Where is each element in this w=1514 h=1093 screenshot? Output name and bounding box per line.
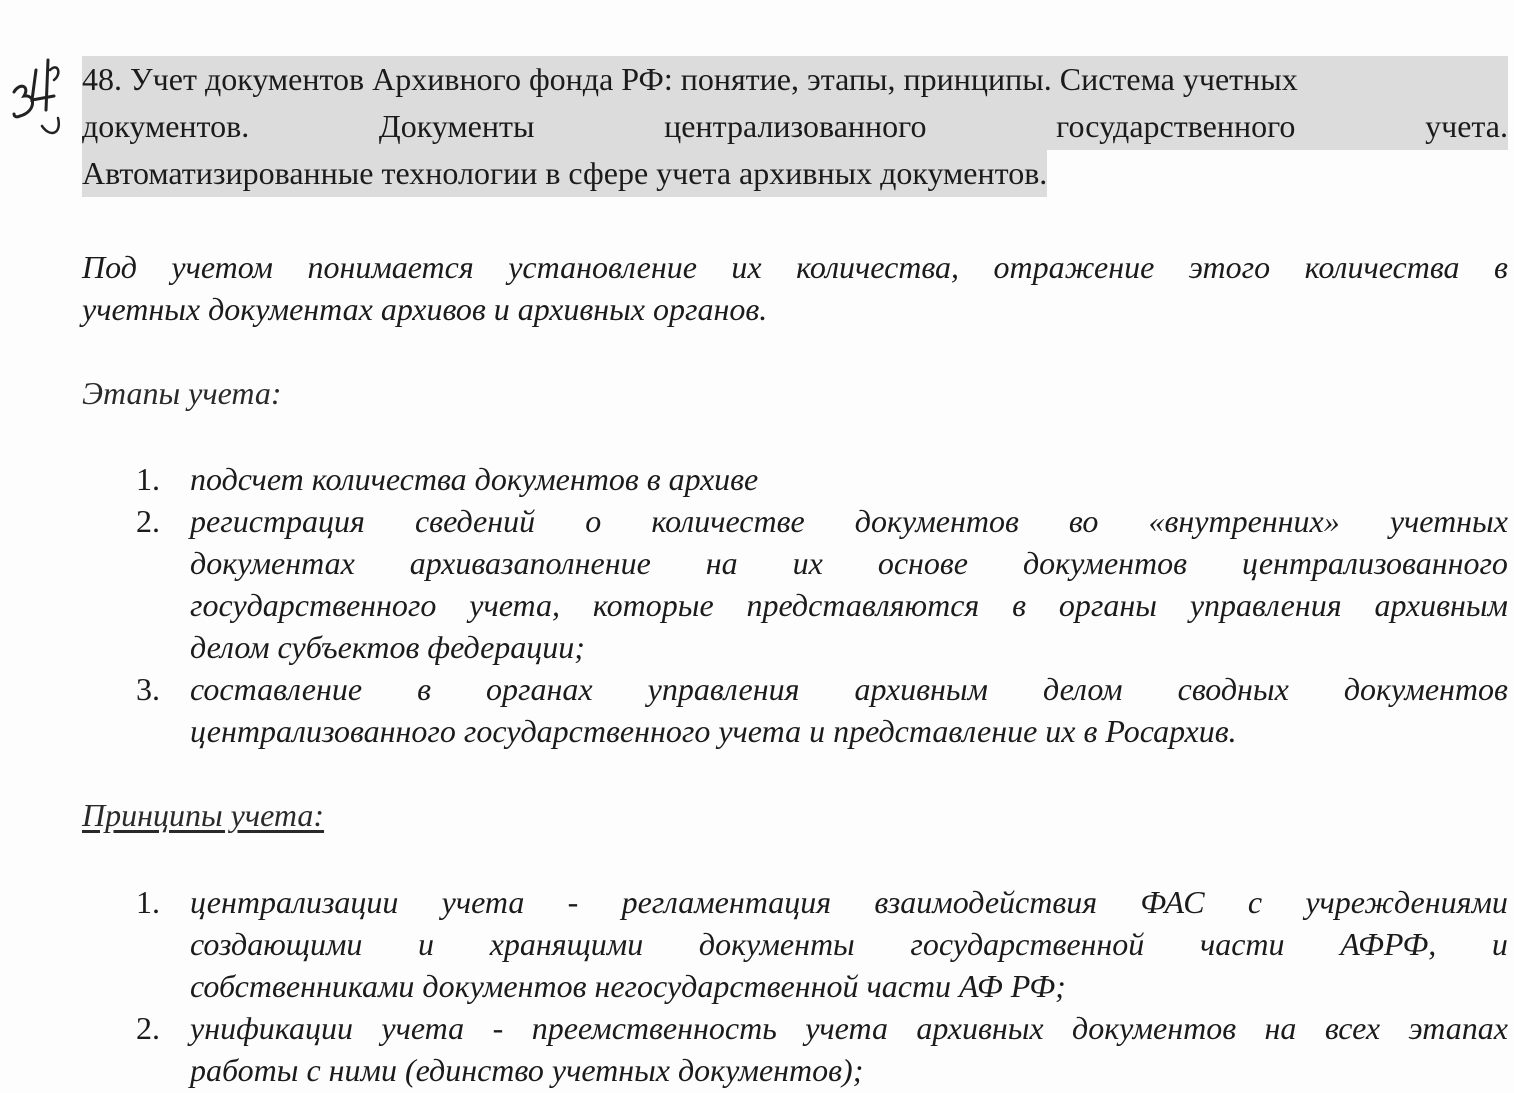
list-item-word: учета [441, 884, 525, 920]
list-item-word: на [705, 545, 738, 581]
principles-heading [82, 794, 324, 836]
handwritten-page-mark-icon [6, 30, 68, 140]
list-item-word: государственного [190, 587, 437, 623]
title-word: Документы [378, 108, 535, 144]
title-line-1: 48. Учет документов Архивного фонда РФ: понятие, этапы, принципы. Система учетных [82, 56, 1508, 103]
list-item-word: архивных [916, 1010, 1044, 1046]
list-item-word: количестве [651, 503, 805, 539]
list-item-word: архивным [1374, 587, 1508, 623]
list-item-word: архивазаполнение [409, 545, 651, 581]
intro-word: понимается [307, 249, 474, 285]
stages-heading [82, 372, 282, 414]
list-item-word: преемственность [531, 1010, 777, 1046]
intro-word: в [1494, 249, 1508, 285]
list-item-word: учета [381, 1010, 465, 1046]
list-item-line [190, 500, 1508, 542]
list-item-word: этапах [1408, 1010, 1508, 1046]
list-item-word: АФРФ, [1340, 926, 1437, 962]
list-item [130, 668, 1508, 752]
intro-word: учетом [171, 249, 273, 285]
title-line-2 [82, 103, 1508, 150]
list-item-line [190, 584, 1508, 626]
intro-word: Под [82, 249, 137, 285]
list-item-word: создающими [190, 926, 363, 962]
list-item-word: - [492, 1010, 504, 1046]
list-item-line: собственниками документов негосударственной части АФ РФ; [190, 968, 1066, 1004]
intro-word: этого [1188, 249, 1271, 285]
intro-line-1 [82, 246, 1508, 288]
list-item-word: и [1491, 926, 1508, 962]
list-item-word: с [1247, 884, 1263, 920]
list-item-word: и [418, 926, 435, 962]
list-item-word: взаимодействия [874, 884, 1098, 920]
intro-word: отражение [993, 249, 1155, 285]
intro-word: количества, [796, 249, 960, 285]
intro-word: установление [508, 249, 697, 285]
list-item-word: органы [1058, 587, 1157, 623]
title-line-3: Автоматизированные технологии в сфере учета архивных документов. [82, 150, 1047, 197]
list-item-word: учетных [1389, 503, 1508, 539]
principles-list [130, 881, 1508, 1091]
list-item-word: которые [592, 587, 714, 623]
list-item-word: государственной [910, 926, 1145, 962]
list-item [130, 881, 1508, 1007]
title-word: государственного [1056, 108, 1296, 144]
list-item-word: унификации [190, 1010, 353, 1046]
list-item-line [190, 881, 1508, 923]
list-item-line: делом субъектов федерации; [190, 629, 585, 665]
list-item-line [190, 542, 1508, 584]
title-word: централизованного [664, 108, 927, 144]
list-item-word: на [1264, 1010, 1297, 1046]
list-item-line [190, 923, 1508, 965]
list-item-line: подсчет количества документов в архиве [190, 461, 759, 497]
list-item-number: 3. [136, 671, 160, 707]
list-item-word: всех [1324, 1010, 1381, 1046]
list-item-line: централизованного государственного учета и представление их в Росархив. [190, 713, 1237, 749]
list-item-word: представляются [746, 587, 980, 623]
list-item [130, 500, 1508, 668]
list-item-word: сведений [414, 503, 536, 539]
intro-word: их [731, 249, 762, 285]
list-item-line [190, 668, 1508, 710]
list-item-word: о [585, 503, 602, 539]
intro-line-2: учетных документах архивов и архивных органов. [82, 291, 768, 327]
stages-list [130, 458, 1508, 752]
list-item-word: документах [190, 545, 355, 581]
list-item-word: составление [190, 671, 363, 707]
title-word: учета. [1425, 108, 1508, 144]
list-item-word: части [1199, 926, 1285, 962]
list-item-word: регламентация [621, 884, 832, 920]
list-item-word: документов [1343, 671, 1508, 707]
list-item-word: в [1012, 587, 1027, 623]
list-item-word: документов [854, 503, 1019, 539]
list-item-word: документы [698, 926, 855, 962]
list-item-line [190, 1007, 1508, 1049]
list-item-word: в [417, 671, 431, 707]
list-item-number: 2. [136, 1010, 160, 1046]
list-item-word: их [792, 545, 823, 581]
list-item-word: сводных [1177, 671, 1289, 707]
list-item-word: централизованного [1242, 545, 1508, 581]
list-item-word: архивным [854, 671, 988, 707]
list-item [130, 458, 1508, 500]
question-title [82, 56, 1508, 197]
list-item-word: учета [805, 1010, 888, 1046]
list-item-word: «внутренних» [1148, 503, 1340, 539]
list-item-word: централизации [190, 884, 399, 920]
list-item-word: во [1068, 503, 1099, 539]
list-item-word: основе [877, 545, 968, 581]
list-item-word: управления [1189, 587, 1342, 623]
list-item-number: 2. [136, 503, 160, 539]
list-item-word: делом [1043, 671, 1123, 707]
list-item-word: документов [1072, 1010, 1237, 1046]
list-item-word: органах [486, 671, 593, 707]
intro-paragraph [82, 246, 1508, 330]
list-item-number: 1. [136, 461, 160, 497]
principles-heading-text: Принципы учета: [82, 797, 325, 833]
stages-heading-text: Этапы учета: [82, 375, 282, 411]
intro-word: количества [1304, 249, 1460, 285]
list-item-number: 1. [136, 884, 160, 920]
list-item-word: регистрация [190, 503, 365, 539]
list-item [130, 1007, 1508, 1091]
list-item-word: ФАС [1140, 884, 1205, 920]
list-item-word: учреждениями [1305, 884, 1508, 920]
title-word: документов. [82, 108, 250, 144]
list-item-word: документов [1022, 545, 1188, 581]
list-item-word: учета, [469, 587, 561, 623]
list-item-line: работы с ними (единство учетных документов); [190, 1052, 864, 1088]
list-item-word: управления [647, 671, 800, 707]
list-item-word: хранящими [489, 926, 644, 962]
list-item-word: - [567, 884, 579, 920]
